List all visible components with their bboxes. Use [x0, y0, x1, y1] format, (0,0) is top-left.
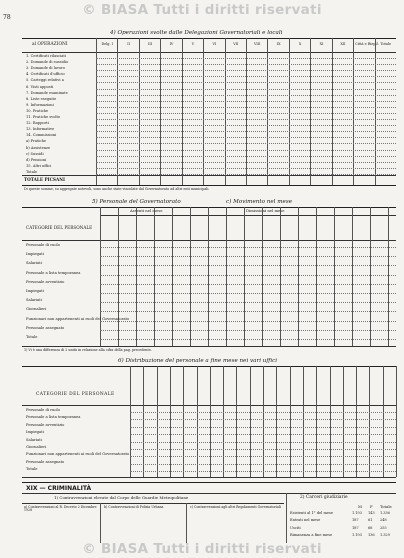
section-4-col-3: IV	[169, 42, 174, 46]
section-5-row-dots-9	[100, 330, 396, 331]
section-19-col-c: c) Contravvenzioni agli altri Regolamenti Governatoriali	[190, 505, 281, 509]
section-6-col-rule-12	[290, 366, 291, 477]
section-4-row-dots-1	[96, 64, 396, 65]
section-6-col-rule-17	[356, 366, 357, 477]
section-4-row-3: 4. Certificati d'ufficio	[26, 72, 65, 77]
section-19-col-b: b) Contravvenzioni di Polizia Urbana	[104, 505, 164, 509]
section-5-left-header: CATEGORIE DEL PERSONALE	[26, 225, 93, 230]
section-6-row-4: Salariati	[26, 437, 42, 442]
section-6-title: 6) Distribuzione del personale a fine mese nei vari uffici	[118, 358, 278, 364]
section-6-col-rule-1	[143, 366, 144, 477]
section-5-subtitle: c) Movimento nel mese	[226, 199, 293, 205]
section-5-col-group-2: Dimissioni nel mese	[246, 208, 285, 213]
section-4-row-dots-4	[96, 82, 396, 83]
section-4-col-10: XI	[319, 42, 324, 46]
section-4-col-rule-5	[203, 38, 204, 185]
section-5-col-rule-2	[136, 207, 137, 346]
section-5-row-4: Personale avventizio	[26, 279, 65, 284]
section-4-row-dots-7	[96, 101, 396, 102]
section-4-row-2: 3. Domande di lavoro	[26, 66, 66, 71]
section-6-left-header: CATEGORIE DEL PERSONALE	[36, 392, 115, 397]
section-6-col-rule-14	[316, 366, 317, 477]
carceri-row-0: Esistenti al 1° del mese	[290, 511, 333, 515]
section-4-col-11: XII	[340, 42, 346, 46]
section-4-col-12: Cittá e Riepil.	[355, 42, 379, 46]
section-4-row-dots-11	[96, 125, 396, 126]
section-4-row-4: 5. Carteggi relativi a	[26, 78, 64, 83]
section-19-sub2-title: 2) Carceri giudiziarie	[300, 495, 348, 500]
section-4-col-rule-1	[117, 38, 118, 185]
section-4-row-1: 2. Domande di sussidio	[26, 60, 69, 65]
section-6-col-rule-5	[197, 366, 198, 477]
section-6-col-rule-11	[276, 366, 277, 477]
section-4-row-12: 13. Informative	[26, 127, 55, 132]
section-5-col-rule-14	[352, 207, 353, 346]
section-5-row-dots-7	[100, 311, 396, 312]
section-4-col-13: Totale	[380, 42, 392, 46]
section-6-col-rule-0	[130, 366, 131, 477]
section-4-row-dots-17	[96, 162, 396, 163]
carceri-cell-2-2: 255	[380, 525, 387, 530]
section-4-row-dots-16	[96, 156, 396, 157]
section-19-col-a: a) Contravvenzioni al R. Decreto 2 Dicembre 1928	[24, 505, 97, 513]
carceri-cell-0-2: 1.336	[380, 511, 390, 515]
section-5-col-rule-4	[172, 207, 173, 346]
section-4-col-rule-12	[353, 38, 354, 185]
section-4-row-7: 8. Liste eseguite	[26, 96, 57, 101]
section-6-row-dots-7	[130, 464, 396, 465]
section-4-col-rule-11	[332, 38, 333, 185]
section-5-col-group-1: Assenti nel mese	[130, 208, 163, 213]
section-6-col-rule-20	[396, 366, 397, 477]
section-6-row-1: Personale a lista temporanea	[26, 415, 81, 420]
section-5-row-dots-4	[100, 284, 396, 285]
section-4-col-rule-8	[267, 38, 268, 185]
section-5-col-rule-13	[334, 207, 335, 346]
section-4-col-rule-3	[160, 38, 161, 185]
carceri-cell-3-0: 1.193	[352, 532, 362, 537]
carceri-cell-1-0: 187	[352, 518, 359, 523]
section-5-col-rule-3	[154, 207, 155, 346]
section-4-left-header: al OPERAZIONI	[32, 42, 68, 47]
section-4-col-rule-9	[289, 38, 290, 185]
section-5-col-rule-11	[298, 207, 299, 346]
section-4-row-dots-18	[96, 168, 396, 169]
section-5-row-10: Totale	[26, 335, 38, 339]
section-6-row-3: Impiegati	[26, 430, 44, 435]
section-4-row-13: 14. Commissioni	[26, 133, 57, 138]
carceri-cell-1-2: 248	[380, 518, 387, 523]
section-4-row-dots-13	[96, 137, 396, 138]
section-6-col-rule-7	[223, 366, 224, 477]
section-5-row-0: Personale di ruolo	[26, 243, 60, 247]
section-5-row-9: Personale assegnato	[26, 325, 65, 330]
section-6-row-dots-0	[130, 412, 396, 413]
sub2-col-total: Totale	[380, 504, 392, 509]
section-4-row-dots-15	[96, 150, 396, 151]
sub2-col-m: M	[358, 504, 362, 509]
section-4-row-16: c) Sussidi	[26, 151, 44, 156]
section-6-col-rule-16	[343, 366, 344, 477]
section-5-row-3: Personale a lista temporanea	[26, 270, 81, 275]
watermark-bottom: © BIASA Tutti i diritti riservati	[82, 541, 322, 557]
section-4-row-5: 6. Visti apposti	[26, 84, 54, 89]
section-6-col-rule-19	[383, 366, 384, 477]
section-4-row-dots-14	[96, 143, 396, 144]
section-4-col-0: Delg. I	[101, 42, 113, 46]
section-6-col-rule-15	[330, 366, 331, 477]
section-5-col-rule-12	[316, 207, 317, 346]
section-4-row-dots-5	[96, 89, 396, 90]
section-4-row-dots-19	[96, 174, 396, 175]
section-5-col-rule-6	[208, 207, 209, 346]
section-5-row-dots-0	[100, 247, 396, 248]
section-5-col-rule-9	[262, 207, 263, 346]
section-6-col-rule-9	[250, 366, 251, 477]
section-4-col-rule-2	[139, 38, 140, 185]
carceri-cell-3-1: 136	[368, 532, 375, 537]
section-6-row-7: Personale assegnato	[26, 459, 65, 464]
section-5-row-dots-5	[100, 293, 396, 294]
section-4-col-8: IX	[276, 42, 281, 46]
section-4-row-18: 15. Altri uffici	[26, 163, 52, 168]
section-5-row-dots-6	[100, 302, 396, 303]
section-4-total-label: TOTALE PICSANI	[24, 177, 65, 182]
section-6-col-rule-4	[183, 366, 184, 477]
section-4-col-6: VII	[233, 42, 239, 46]
section-4-row-8: 9. Informazioni	[26, 102, 54, 107]
section-4-row-17: d) Pensioni	[26, 157, 47, 162]
section-5-row-5: Impiegati	[26, 289, 44, 293]
section-4-row-15: b) Assistenze	[26, 145, 51, 150]
section-5-col-rule-15	[370, 207, 371, 346]
section-6-row-6: Funzionari non appartenenti ai ruoli del Governatorato	[26, 452, 130, 457]
section-4-col-rule-7	[246, 38, 247, 185]
section-4-row-9: 10. Pratiche	[26, 108, 49, 113]
carceri-cell-3-2: 1.329	[380, 532, 390, 537]
carceri-cell-0-0: 1.193	[352, 511, 362, 515]
section-5-row-dots-3	[100, 275, 396, 276]
section-4-col-rule-4	[182, 38, 183, 185]
section-6-row-2: Personale avventizio	[26, 422, 65, 427]
section-5-col-rule-16	[388, 207, 389, 346]
section-4-col-rule-0	[96, 38, 97, 185]
section-6-row-dots-3	[130, 434, 396, 435]
section-4-footnote: Di queste somme, su aggregate notevoli, sono anche state vincolate dal Governatorato ad altri enti municipali.	[24, 187, 210, 191]
section-6-col-rule-13	[303, 366, 304, 477]
section-4-row-0: 1. Certificati rilasciati	[26, 54, 66, 58]
section-6-row-0: Personale di ruolo	[26, 408, 60, 412]
section-6-row-dots-2	[130, 427, 396, 428]
section-4-row-dots-10	[96, 119, 396, 120]
section-6-row-dots-8	[130, 471, 396, 472]
section-6-row-dots-1	[130, 419, 396, 420]
section-5-row-dots-8	[100, 321, 396, 322]
section-5-col-rule-10	[280, 207, 281, 346]
section-4-col-rule-10	[310, 38, 311, 185]
section-6-row-8: Totale	[26, 467, 38, 472]
section-6-row-5: Giornalieri	[26, 445, 47, 449]
section-5-row-8: Funzionari non appartenenti ai ruoli del Governatorato	[26, 316, 130, 321]
section-4-row-dots-8	[96, 107, 396, 108]
section-19-sub1-title: 1) Contravvenzioni elevate dal Corpo delle Guardie Metropolitane	[54, 495, 189, 500]
section-19-title: XIX — CRIMINALITÀ	[26, 485, 92, 492]
section-5-title: 5) Personale del Governatorato	[92, 199, 181, 205]
section-4-row-19: Totale	[26, 169, 38, 174]
section-4-col-1: II	[127, 42, 130, 46]
section-5-row-dots-10	[100, 339, 396, 340]
section-4-row-dots-2	[96, 70, 396, 71]
section-5-col-rule-1	[118, 207, 119, 346]
section-6-row-dots-6	[130, 456, 396, 457]
section-4-col-2: III	[148, 42, 153, 46]
section-5-col-rule-5	[190, 207, 191, 346]
section-4-title: 4) Operazioni svolte dalle Delegazioni Governatoriali e locali	[110, 30, 283, 36]
section-4-col-9: X	[298, 42, 302, 46]
section-5-row-2: Salariati	[26, 261, 42, 266]
section-6-col-rule-8	[236, 366, 237, 477]
section-4-col-5: VI	[212, 42, 217, 46]
section-5-footnote: 1) Vi è una differenza di 2 unità in relazione alla cifra della pag. precedente.	[24, 348, 152, 352]
carceri-row-2: Usciti	[290, 525, 301, 530]
section-5-row-dots-1	[100, 256, 396, 257]
section-4-col-rule-13	[375, 38, 376, 185]
section-4-row-dots-12	[96, 131, 396, 132]
section-6-col-rule-3	[170, 366, 171, 477]
section-5-row-1: Impiegati	[26, 252, 44, 257]
sub2-col-f: F	[370, 504, 373, 509]
section-5-col-rule-0	[100, 207, 101, 346]
section-5-row-7: Giornalieri	[26, 307, 47, 312]
section-6-col-rule-2	[157, 366, 158, 477]
section-6-col-rule-6	[210, 366, 211, 477]
section-4-row-dots-3	[96, 76, 396, 77]
carceri-cell-2-1: 68	[368, 525, 373, 530]
section-5-col-rule-7	[226, 207, 227, 346]
watermark-top: © BIASA Tutti i diritti riservati	[82, 2, 322, 18]
section-6-col-rule-18	[369, 366, 370, 477]
section-4-row-10: 11. Pratiche svolte	[26, 115, 61, 119]
section-5-row-dots-2	[100, 265, 396, 266]
section-4-row-dots-0	[96, 58, 396, 59]
section-4-row-dots-6	[96, 95, 396, 96]
carceri-cell-2-0: 187	[352, 525, 359, 530]
carceri-cell-0-1: 143	[368, 511, 375, 515]
carceri-cell-1-1: 61	[368, 518, 373, 523]
section-5-col-rule-8	[244, 207, 245, 346]
carceri-row-3: Rimanenza a fine mese	[290, 532, 333, 537]
section-6-row-dots-4	[130, 442, 396, 443]
section-4-col-4: V	[191, 42, 195, 46]
section-4-col-rule-6	[225, 38, 226, 185]
section-6-col-rule-10	[263, 366, 264, 477]
section-4-row-6: 7. Domande esaminate	[26, 90, 68, 95]
carceri-row-1: Entrati nel mese	[290, 518, 321, 523]
section-4-row-14: a) Pratiche	[26, 139, 47, 144]
section-4-row-dots-9	[96, 113, 396, 114]
section-5-row-6: Salariati	[26, 298, 42, 303]
section-4-col-7: VIII	[253, 42, 261, 46]
section-6-row-dots-5	[130, 449, 396, 450]
section-4-row-11: 12. Rapporti	[26, 121, 49, 126]
page-number: 78	[3, 14, 11, 21]
